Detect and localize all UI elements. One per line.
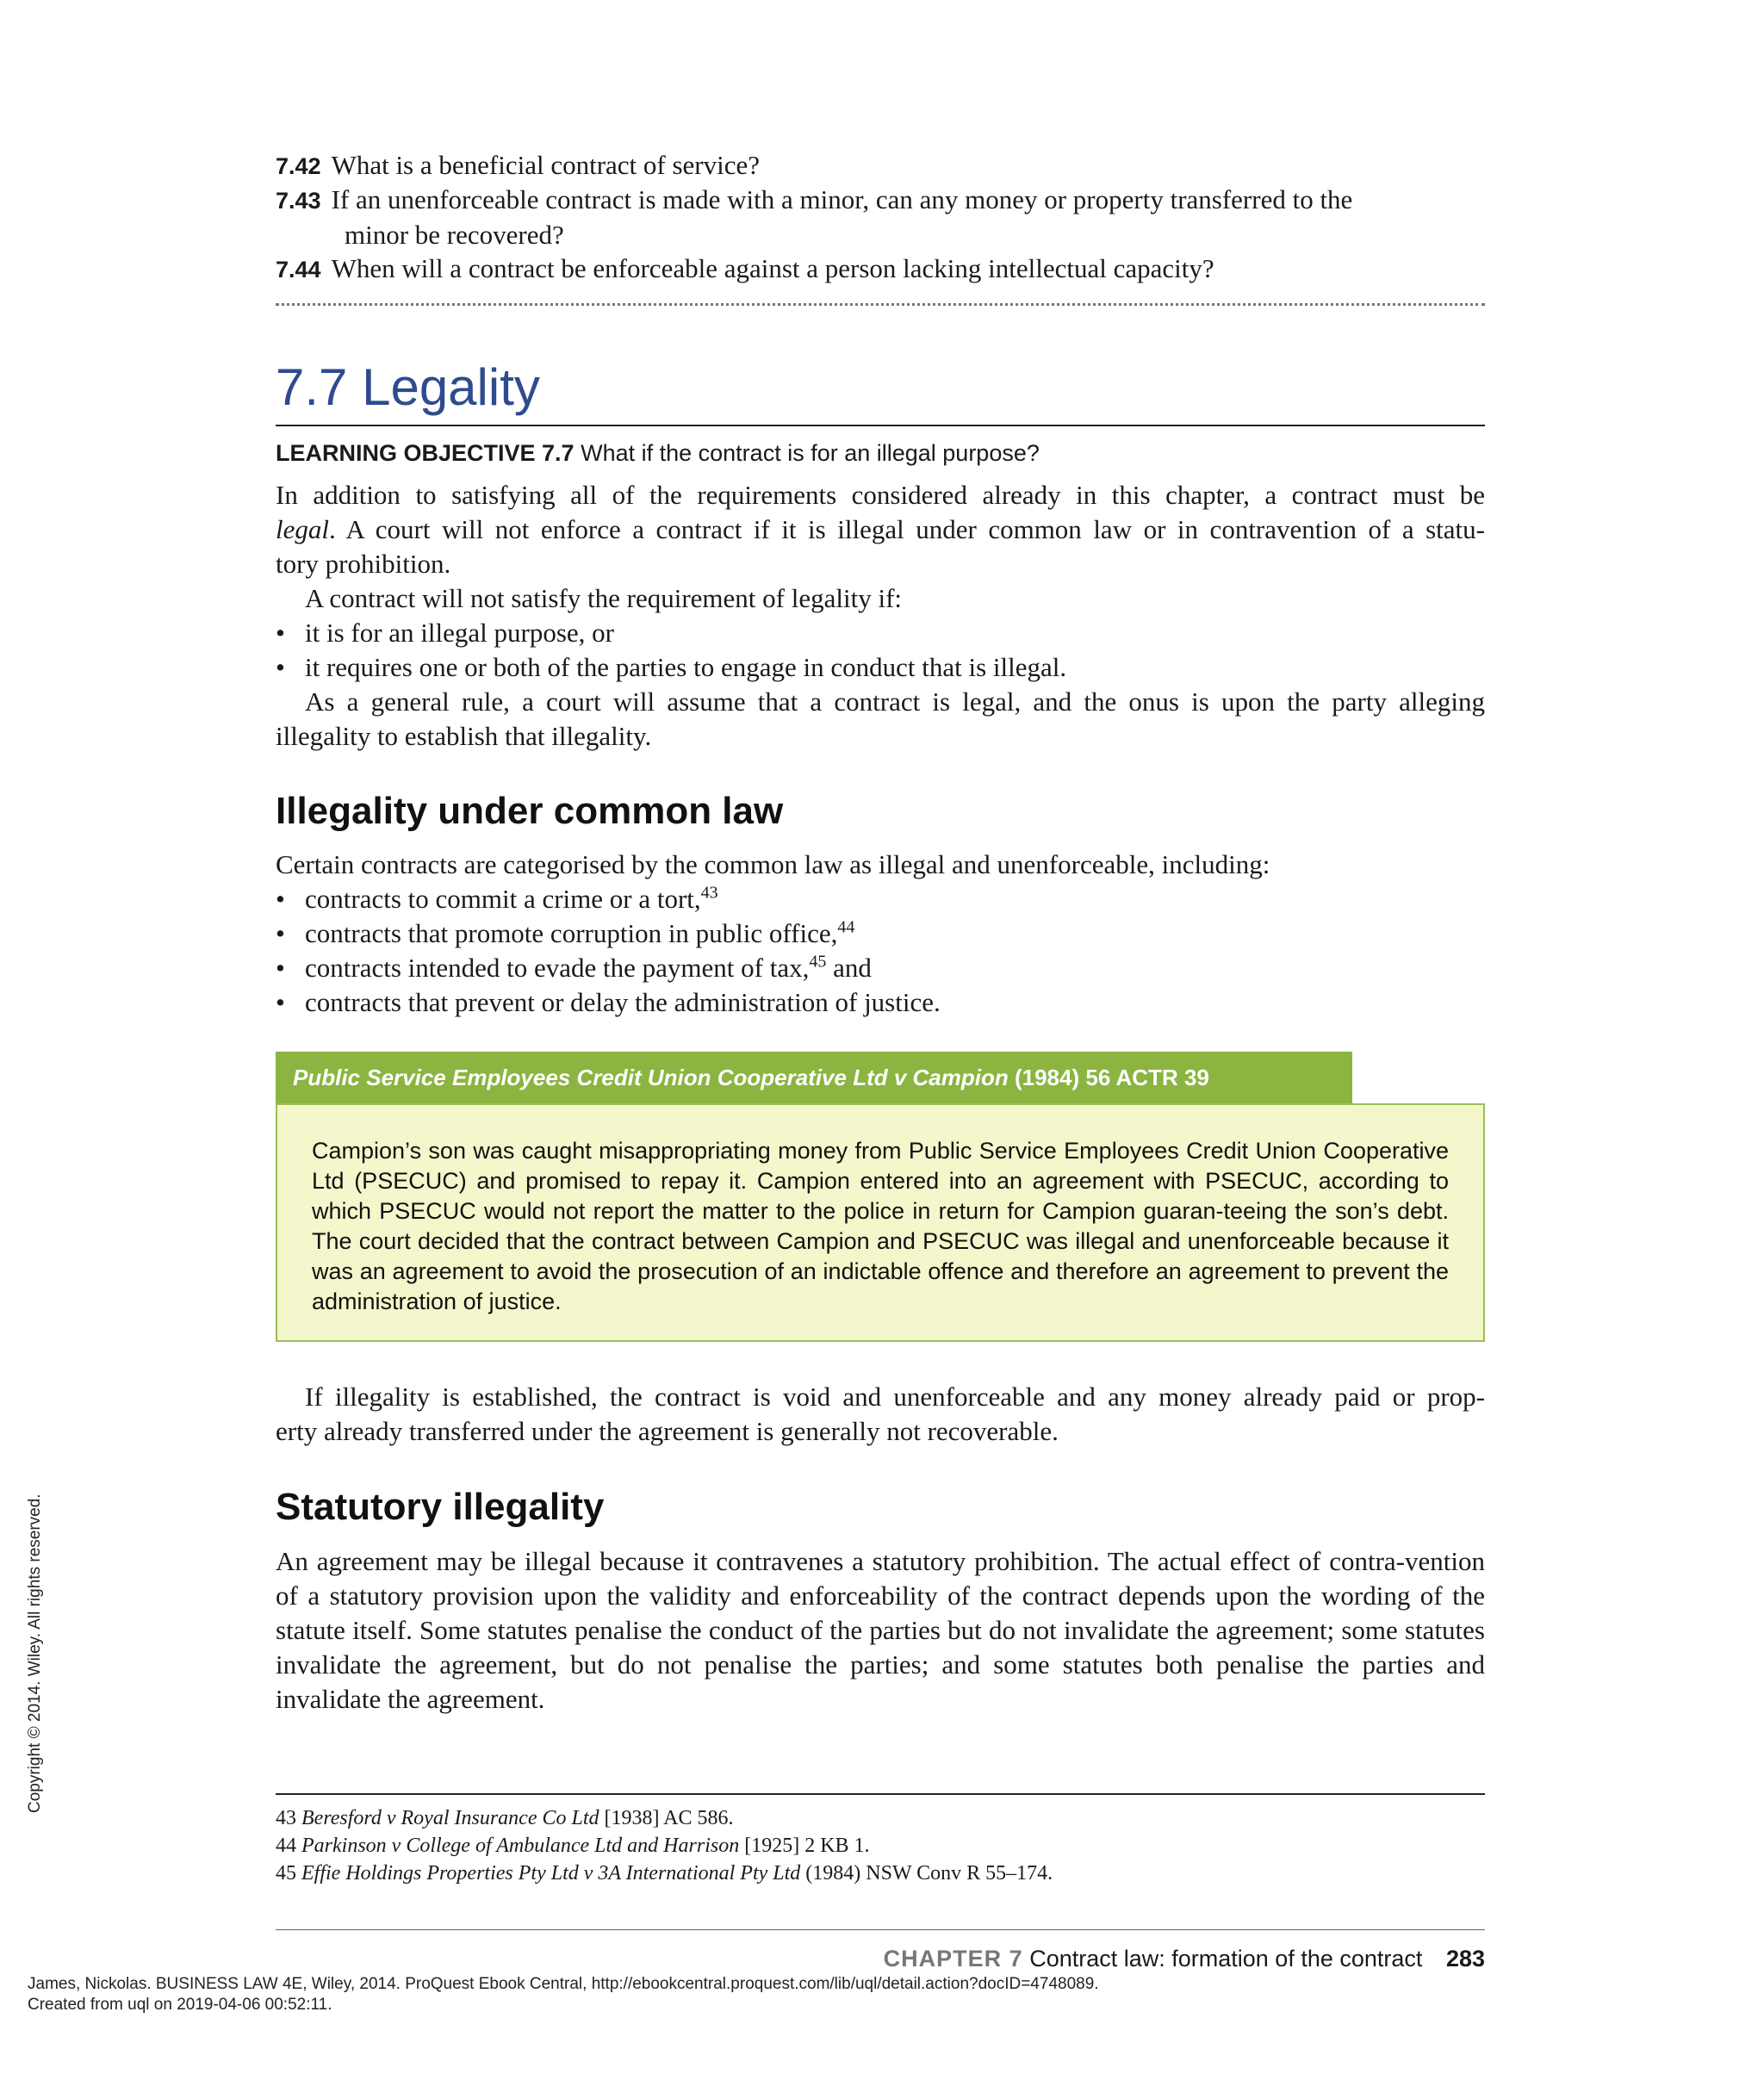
general-rule-line-1: As a general rule, a court will assume that a contract is legal, and the onus is upon the party alleging: [305, 686, 1485, 717]
consequence-line-1: If illegality is established, the contract is void and unenforceable and any money already paid or prop-: [305, 1382, 1485, 1412]
consequence-line-2: erty already transferred under the agreement is generally not recoverable.: [276, 1416, 1059, 1446]
source-line-1: James, Nickolas. BUSINESS LAW 4E, Wiley, 2014. ProQuest Ebook Central, http://ebookcentral.proquest.com/lib/uql/detail.action?docID=4748089.: [28, 1975, 1099, 1993]
chapter-title: Contract law: formation of the contract: [1029, 1946, 1423, 1972]
page-footer: [884, 1943, 1485, 1974]
dotted-divider: [276, 303, 1485, 306]
list-item-text: contracts intended to evade the payment of tax,: [305, 953, 810, 983]
footnote-number: 45: [276, 1862, 296, 1885]
footnote-ref: 43: [700, 883, 718, 903]
footnote-ref: 45: [809, 952, 827, 972]
case-summary-box: [276, 1103, 1485, 1342]
intro-line-2: . A court will not enforce a contract if it is illegal under common law or in contravention of a statu-: [329, 514, 1485, 544]
case-name: Public Service Employees Credit Union Cooperative Ltd v Campion: [293, 1065, 1009, 1090]
list-item-text: contracts to commit a crime or a tort,: [305, 884, 701, 914]
footnote-citation: (1984) NSW Conv R 55–174.: [800, 1862, 1053, 1885]
question-text: What is a beneficial contract of service?: [331, 150, 761, 180]
learning-objective: [276, 438, 1040, 469]
list-item: • contracts that promote corruption in public office,$^{44}$: [276, 917, 855, 948]
source-line-2: Created from uql on 2019-04-06 00:52:11.: [28, 1996, 332, 2014]
footnote-rule: [276, 1793, 1485, 1795]
list-item-text: contracts that prevent or delay the administration of justice.: [305, 987, 941, 1017]
question-number: 7.42: [276, 153, 321, 179]
footnote-case-name: Beresford v Royal Insurance Co Ltd: [301, 1807, 599, 1829]
intro-paragraph: [276, 478, 1485, 581]
learning-objective-text: What if the contract is for an illegal purpose?: [581, 440, 1040, 466]
question-7-43: [276, 183, 1485, 252]
list-item: • it is for an illegal purpose, or: [276, 618, 614, 648]
footer-rule: [276, 1929, 1485, 1930]
learning-objective-label: LEARNING OBJECTIVE 7.7: [276, 440, 575, 466]
section-rule: [276, 425, 1485, 426]
question-text-continued: minor be recovered?: [345, 220, 564, 250]
footnote-citation: [1925] 2 KB 1.: [739, 1835, 870, 1857]
footnote: [276, 1860, 1053, 1887]
chapter-label: CHAPTER 7: [883, 1946, 1023, 1972]
statutory-paragraph: An agreement may be illegal because it contravenes a statutory prohibition. The actual effect of contra-vention of a statutory provision upon the validity and enforceability of the contract depends upon the wording of the statute itself. Some statutes penalise the conduct of the parties but do not invalidate the agreement; some statutes invalidate the agreement, but do not penalise the parties; and some statutes both penalise the parties and invalidate the agreement.: [276, 1546, 1485, 1714]
list-item-text: contracts that promote corruption in public office,: [305, 918, 838, 948]
section-title: 7.7 Legality: [276, 358, 540, 416]
list-item: • contracts to commit a crime or a tort,$^{43}$: [276, 883, 718, 914]
list-item-text: it is for an illegal purpose, or: [305, 618, 614, 648]
case-header: [276, 1052, 1352, 1103]
footnote-citation: [1938] AC 586.: [599, 1807, 734, 1829]
footnote-case-name: Effie Holdings Properties Pty Ltd v 3A International Pty Ltd: [301, 1862, 801, 1885]
legality-requirement-text: A contract will not satisfy the requirement of legality if:: [305, 583, 903, 613]
footnote-case-name: Parkinson v College of Ambulance Ltd and Harrison: [301, 1835, 740, 1857]
case-summary-text: Campion’s son was caught misappropriating money from Public Service Employees Credit Union Cooperative Ltd (PSECUC) and promised to repay it. Campion entered into an agreement with PSECUC, according to which PSECUC would not report the matter to the police in return for Campion guaran-teeing the son’s debt. The court decided that the contract between Campion and PSECUC was illegal and unenforceable because it was an agreement to avoid the prosecution of an indictable offence and therefore an agreement to prevent the administration of justice.: [312, 1138, 1449, 1314]
common-law-intro: Certain contracts are categorised by the common law as illegal and unenforceable, including:: [276, 849, 1270, 879]
question-text: When will a contract be enforceable against a person lacking intellectual capacity?: [331, 253, 1214, 283]
question-text: If an unenforceable contract is made with a minor, can any money or property transferred to the: [331, 184, 1353, 214]
intro-line-3: tory prohibition.: [276, 549, 451, 579]
question-number: 7.43: [276, 188, 321, 214]
question-number: 7.44: [276, 257, 321, 283]
intro-line-1: In addition to satisfying all of the requirements considered already in this chapter, a contract must be: [276, 480, 1485, 510]
question-7-44: [276, 251, 1485, 287]
common-law-heading: Illegality under common law: [276, 790, 784, 832]
page-number: 283: [1445, 1946, 1485, 1972]
footnote-number: 43: [276, 1807, 296, 1829]
general-rule-paragraph: [276, 685, 1485, 754]
list-item: • it requires one or both of the parties to engage in conduct that is illegal.: [276, 652, 1067, 682]
consequence-paragraph: [276, 1380, 1485, 1449]
footnote-number: 44: [276, 1835, 296, 1857]
list-item: • contracts that prevent or delay the administration of justice.: [276, 987, 941, 1017]
list-item-text: it requires one or both of the parties to engage in conduct that is illegal.: [305, 652, 1067, 682]
question-7-42: [276, 148, 1485, 183]
copyright-notice: Copyright © 2014. Wiley. All rights reserved.: [26, 1493, 44, 1813]
legal-emphasis: legal: [276, 514, 329, 544]
footnote: [276, 1832, 870, 1860]
footnote: [276, 1804, 734, 1832]
general-rule-line-2: illegality to establish that illegality.: [276, 721, 652, 751]
footnote-ref: 44: [837, 917, 855, 937]
statutory-heading: Statutory illegality: [276, 1486, 605, 1528]
list-item-trailing-text: and: [826, 953, 872, 983]
source-citation: [28, 1974, 1099, 2015]
list-item: • contracts intended to evade the payment of tax,$^{45}$ and: [276, 952, 872, 983]
case-citation: (1984) 56 ACTR 39: [1008, 1065, 1209, 1090]
